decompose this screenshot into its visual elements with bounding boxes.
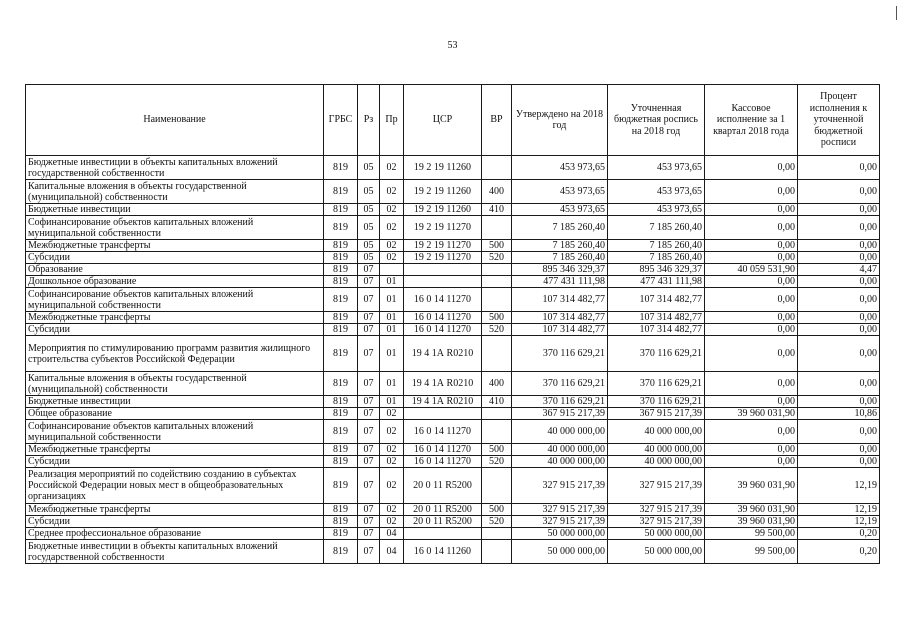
cell-refined: 7 185 260,40: [608, 216, 705, 240]
cell-vr: [482, 408, 512, 420]
table-row: [26, 276, 880, 288]
header-name: Наименование: [26, 85, 324, 156]
cell-rz: 07: [358, 324, 380, 336]
cell-cash: 40 059 531,90: [705, 264, 798, 276]
table-row: [26, 528, 880, 540]
cell-percent: 0,00: [798, 276, 880, 288]
cell-pr: 02: [380, 468, 404, 504]
cell-cash: 0,00: [705, 204, 798, 216]
cell-approved: 40 000 000,00: [512, 420, 608, 444]
cell-approved: 50 000 000,00: [512, 540, 608, 564]
cell-approved: 367 915 217,39: [512, 408, 608, 420]
table-header-row: [26, 85, 880, 156]
cell-pr: 02: [380, 444, 404, 456]
header-pr: Пр: [380, 85, 404, 156]
table-row: [26, 516, 880, 528]
cell-rz: 05: [358, 216, 380, 240]
cell-grbs: 819: [324, 396, 358, 408]
cell-rz: 05: [358, 204, 380, 216]
cell-pr: 04: [380, 528, 404, 540]
cell-refined: 50 000 000,00: [608, 540, 705, 564]
cell-percent: 12,19: [798, 468, 880, 504]
table-row: [26, 504, 880, 516]
cell-grbs: 819: [324, 288, 358, 312]
cell-pr: 02: [380, 180, 404, 204]
cell-grbs: 819: [324, 276, 358, 288]
table-row: [26, 156, 880, 180]
table-row: [26, 288, 880, 312]
cell-rz: 05: [358, 252, 380, 264]
cell-name: Субсидии: [26, 324, 324, 336]
cell-grbs: 819: [324, 456, 358, 468]
cell-rz: 07: [358, 336, 380, 372]
cell-pr: 04: [380, 540, 404, 564]
table-row: [26, 204, 880, 216]
cell-rz: 07: [358, 396, 380, 408]
cell-vr: 520: [482, 252, 512, 264]
cell-grbs: 819: [324, 240, 358, 252]
table-row: [26, 240, 880, 252]
cell-name: Бюджетные инвестиции в объекты капитальных вложений государственной собственности: [26, 156, 324, 180]
cell-refined: 453 973,65: [608, 204, 705, 216]
cell-name: Софинансирование объектов капитальных вложений муниципальной собственности: [26, 420, 324, 444]
table-row: [26, 408, 880, 420]
cell-approved: 40 000 000,00: [512, 456, 608, 468]
cell-pr: 01: [380, 324, 404, 336]
header-csr: ЦСР: [404, 85, 482, 156]
cell-refined: 107 314 482,77: [608, 324, 705, 336]
cell-csr: 19 2 19 11260: [404, 180, 482, 204]
cell-csr: 16 0 14 11270: [404, 456, 482, 468]
cell-percent: 0,00: [798, 180, 880, 204]
cell-pr: 02: [380, 240, 404, 252]
cell-grbs: 819: [324, 180, 358, 204]
cell-vr: [482, 156, 512, 180]
header-approved: Утверждено на 2018 год: [512, 85, 608, 156]
cell-name: Мероприятия по стимулированию программ развития жилищного строительства субъектов Российской Федерации: [26, 336, 324, 372]
cell-pr: 02: [380, 216, 404, 240]
cell-name: Межбюджетные трансферты: [26, 444, 324, 456]
cell-pr: 01: [380, 276, 404, 288]
cell-percent: 0,00: [798, 288, 880, 312]
cell-vr: 520: [482, 324, 512, 336]
table-row: [26, 468, 880, 504]
cell-approved: 453 973,65: [512, 156, 608, 180]
cell-approved: 895 346 329,37: [512, 264, 608, 276]
cell-vr: 500: [482, 312, 512, 324]
cell-cash: 99 500,00: [705, 528, 798, 540]
cell-rz: 07: [358, 444, 380, 456]
cell-refined: 453 973,65: [608, 156, 705, 180]
cell-cash: 0,00: [705, 156, 798, 180]
cell-percent: 0,00: [798, 396, 880, 408]
page-number: 53: [447, 40, 458, 51]
table-row: [26, 540, 880, 564]
table-row: [26, 444, 880, 456]
cell-refined: 370 116 629,21: [608, 336, 705, 372]
cell-percent: 0,00: [798, 156, 880, 180]
cell-grbs: 819: [324, 252, 358, 264]
table-row: [26, 180, 880, 204]
cell-grbs: 819: [324, 204, 358, 216]
cell-name: Реализация мероприятий по содействию созданию в субъектах Российской Федерации новых мест в общеобразовательных организациях: [26, 468, 324, 504]
cell-grbs: 819: [324, 516, 358, 528]
cell-percent: 0,00: [798, 312, 880, 324]
cell-name: Образование: [26, 264, 324, 276]
cell-cash: 0,00: [705, 336, 798, 372]
cell-rz: 07: [358, 276, 380, 288]
cell-name: Капитальные вложения в объекты государственной (муниципальной) собственности: [26, 372, 324, 396]
cell-approved: 327 915 217,39: [512, 516, 608, 528]
cell-cash: 0,00: [705, 420, 798, 444]
cell-csr: 19 4 1А R0210: [404, 372, 482, 396]
cell-grbs: 819: [324, 156, 358, 180]
cell-approved: 7 185 260,40: [512, 252, 608, 264]
cell-pr: 01: [380, 288, 404, 312]
cell-cash: 0,00: [705, 456, 798, 468]
cell-approved: 453 973,65: [512, 204, 608, 216]
table-row: [26, 336, 880, 372]
cell-approved: 327 915 217,39: [512, 504, 608, 516]
cell-rz: 07: [358, 528, 380, 540]
cell-grbs: 819: [324, 504, 358, 516]
cell-rz: 05: [358, 240, 380, 252]
cell-refined: 327 915 217,39: [608, 516, 705, 528]
cell-csr: 16 0 14 11270: [404, 312, 482, 324]
cell-cash: 0,00: [705, 252, 798, 264]
cell-rz: 07: [358, 312, 380, 324]
cell-percent: 0,00: [798, 444, 880, 456]
cell-name: Межбюджетные трансферты: [26, 312, 324, 324]
cell-pr: 02: [380, 408, 404, 420]
header-vr: ВР: [482, 85, 512, 156]
cell-percent: 0,20: [798, 540, 880, 564]
cell-pr: [380, 264, 404, 276]
cell-rz: 07: [358, 264, 380, 276]
cell-cash: 0,00: [705, 216, 798, 240]
cell-pr: 02: [380, 156, 404, 180]
cell-name: Софинансирование объектов капитальных вложений муниципальной собственности: [26, 216, 324, 240]
table-row: [26, 396, 880, 408]
cell-pr: 01: [380, 336, 404, 372]
cell-rz: 05: [358, 156, 380, 180]
cell-percent: 0,00: [798, 456, 880, 468]
cell-csr: 19 2 19 11270: [404, 216, 482, 240]
cell-refined: 107 314 482,77: [608, 288, 705, 312]
cell-pr: 02: [380, 516, 404, 528]
cell-vr: [482, 336, 512, 372]
table-row: [26, 456, 880, 468]
cell-pr: 02: [380, 420, 404, 444]
cell-grbs: 819: [324, 336, 358, 372]
cell-pr: 01: [380, 312, 404, 324]
cell-approved: 370 116 629,21: [512, 396, 608, 408]
cell-vr: 500: [482, 504, 512, 516]
cell-refined: 327 915 217,39: [608, 504, 705, 516]
cell-cash: 0,00: [705, 396, 798, 408]
cell-rz: 07: [358, 372, 380, 396]
cell-csr: [404, 528, 482, 540]
cell-grbs: 819: [324, 216, 358, 240]
cell-rz: 07: [358, 516, 380, 528]
cell-grbs: 819: [324, 528, 358, 540]
cell-refined: 367 915 217,39: [608, 408, 705, 420]
cell-percent: 0,20: [798, 528, 880, 540]
cell-csr: 16 0 14 11260: [404, 540, 482, 564]
cell-name: Капитальные вложения в объекты государственной (муниципальной) собственности: [26, 180, 324, 204]
cell-percent: 0,00: [798, 252, 880, 264]
cell-grbs: 819: [324, 444, 358, 456]
cell-name: Бюджетные инвестиции: [26, 204, 324, 216]
cell-percent: 12,19: [798, 516, 880, 528]
cell-csr: 20 0 11 R5200: [404, 504, 482, 516]
cell-cash: 39 960 031,90: [705, 408, 798, 420]
cell-csr: 16 0 14 11270: [404, 420, 482, 444]
cell-grbs: 819: [324, 264, 358, 276]
cell-name: Субсидии: [26, 456, 324, 468]
cell-percent: 0,00: [798, 336, 880, 372]
cell-rz: 07: [358, 504, 380, 516]
cell-cash: 39 960 031,90: [705, 468, 798, 504]
cell-refined: 453 973,65: [608, 180, 705, 204]
cell-rz: 07: [358, 456, 380, 468]
cell-refined: 107 314 482,77: [608, 312, 705, 324]
cell-rz: 07: [358, 408, 380, 420]
header-refined: Уточненная бюджетная роспись на 2018 год: [608, 85, 705, 156]
cell-pr: 02: [380, 456, 404, 468]
cell-cash: 0,00: [705, 180, 798, 204]
cell-refined: 7 185 260,40: [608, 252, 705, 264]
cell-vr: 500: [482, 240, 512, 252]
cell-csr: [404, 264, 482, 276]
cell-vr: [482, 420, 512, 444]
cell-percent: 0,00: [798, 372, 880, 396]
cell-refined: 40 000 000,00: [608, 444, 705, 456]
cell-name: Общее образование: [26, 408, 324, 420]
cell-csr: 19 2 19 11270: [404, 252, 482, 264]
cell-refined: 895 346 329,37: [608, 264, 705, 276]
cell-csr: 19 4 1А R0210: [404, 336, 482, 372]
cell-csr: 20 0 11 R5200: [404, 468, 482, 504]
cell-approved: 50 000 000,00: [512, 528, 608, 540]
cell-name: Межбюджетные трансферты: [26, 240, 324, 252]
cell-approved: 370 116 629,21: [512, 336, 608, 372]
cell-approved: 327 915 217,39: [512, 468, 608, 504]
table-row: [26, 216, 880, 240]
cell-csr: 16 0 14 11270: [404, 288, 482, 312]
cell-vr: [482, 468, 512, 504]
cell-cash: 0,00: [705, 240, 798, 252]
table-row: [26, 264, 880, 276]
cell-cash: 0,00: [705, 312, 798, 324]
cell-vr: 520: [482, 516, 512, 528]
header-rz: Рз: [358, 85, 380, 156]
cell-refined: 370 116 629,21: [608, 396, 705, 408]
table-row: [26, 312, 880, 324]
cell-grbs: 819: [324, 324, 358, 336]
cell-name: Дошкольное образование: [26, 276, 324, 288]
cell-cash: 39 960 031,90: [705, 504, 798, 516]
cell-csr: 19 4 1А R0210: [404, 396, 482, 408]
cell-cash: 0,00: [705, 324, 798, 336]
cell-rz: 07: [358, 540, 380, 564]
cell-approved: 107 314 482,77: [512, 288, 608, 312]
cell-pr: 01: [380, 396, 404, 408]
cell-vr: [482, 276, 512, 288]
cell-rz: 07: [358, 288, 380, 312]
cell-refined: 7 185 260,40: [608, 240, 705, 252]
cell-vr: 410: [482, 396, 512, 408]
cell-csr: 19 2 19 11260: [404, 156, 482, 180]
cell-csr: 19 2 19 11260: [404, 204, 482, 216]
scan-edge-mark: [896, 6, 897, 20]
cell-refined: 370 116 629,21: [608, 372, 705, 396]
cell-vr: 500: [482, 444, 512, 456]
cell-name: Софинансирование объектов капитальных вложений муниципальной собственности: [26, 288, 324, 312]
cell-approved: 40 000 000,00: [512, 444, 608, 456]
cell-csr: 16 0 14 11270: [404, 324, 482, 336]
cell-name: Субсидии: [26, 252, 324, 264]
cell-vr: [482, 216, 512, 240]
cell-approved: 477 431 111,98: [512, 276, 608, 288]
cell-name: Межбюджетные трансферты: [26, 504, 324, 516]
cell-grbs: 819: [324, 468, 358, 504]
cell-vr: 410: [482, 204, 512, 216]
cell-cash: 0,00: [705, 276, 798, 288]
cell-percent: 0,00: [798, 324, 880, 336]
cell-csr: [404, 276, 482, 288]
header-percent: Процент исполнения к уточненной бюджетной росписи: [798, 85, 880, 156]
cell-name: Бюджетные инвестиции в объекты капитальных вложений государственной собственности: [26, 540, 324, 564]
cell-cash: 39 960 031,90: [705, 516, 798, 528]
cell-percent: 12,19: [798, 504, 880, 516]
cell-vr: 400: [482, 372, 512, 396]
cell-vr: [482, 264, 512, 276]
cell-refined: 40 000 000,00: [608, 456, 705, 468]
cell-approved: 107 314 482,77: [512, 312, 608, 324]
cell-name: Среднее профессиональное образование: [26, 528, 324, 540]
cell-pr: 02: [380, 204, 404, 216]
cell-vr: 520: [482, 456, 512, 468]
cell-rz: 07: [358, 420, 380, 444]
cell-refined: 327 915 217,39: [608, 468, 705, 504]
cell-percent: 4,47: [798, 264, 880, 276]
cell-grbs: 819: [324, 408, 358, 420]
cell-grbs: 819: [324, 420, 358, 444]
cell-percent: 10,86: [798, 408, 880, 420]
cell-vr: 400: [482, 180, 512, 204]
cell-percent: 0,00: [798, 204, 880, 216]
cell-grbs: 819: [324, 312, 358, 324]
cell-csr: 20 0 11 R5200: [404, 516, 482, 528]
cell-vr: [482, 528, 512, 540]
cell-vr: [482, 288, 512, 312]
cell-cash: 0,00: [705, 444, 798, 456]
cell-cash: 0,00: [705, 372, 798, 396]
cell-grbs: 819: [324, 540, 358, 564]
cell-csr: [404, 408, 482, 420]
cell-percent: 0,00: [798, 240, 880, 252]
table-row: [26, 420, 880, 444]
cell-rz: 05: [358, 180, 380, 204]
cell-name: Бюджетные инвестиции: [26, 396, 324, 408]
cell-csr: 19 2 19 11270: [404, 240, 482, 252]
header-grbs: ГРБС: [324, 85, 358, 156]
header-cash: Кассовое исполнение за 1 квартал 2018 года: [705, 85, 798, 156]
cell-approved: 370 116 629,21: [512, 372, 608, 396]
cell-csr: 16 0 14 11270: [404, 444, 482, 456]
table-row: [26, 372, 880, 396]
cell-grbs: 819: [324, 372, 358, 396]
cell-percent: 0,00: [798, 420, 880, 444]
table-row: [26, 324, 880, 336]
cell-pr: 02: [380, 252, 404, 264]
cell-vr: [482, 540, 512, 564]
cell-approved: 107 314 482,77: [512, 324, 608, 336]
cell-refined: 477 431 111,98: [608, 276, 705, 288]
cell-name: Субсидии: [26, 516, 324, 528]
cell-pr: 01: [380, 372, 404, 396]
cell-cash: 99 500,00: [705, 540, 798, 564]
cell-approved: 453 973,65: [512, 180, 608, 204]
budget-execution-table: [25, 84, 880, 564]
cell-rz: 07: [358, 468, 380, 504]
cell-refined: 50 000 000,00: [608, 528, 705, 540]
cell-cash: 0,00: [705, 288, 798, 312]
cell-approved: 7 185 260,40: [512, 240, 608, 252]
cell-approved: 7 185 260,40: [512, 216, 608, 240]
cell-percent: 0,00: [798, 216, 880, 240]
cell-pr: 02: [380, 504, 404, 516]
table-row: [26, 252, 880, 264]
cell-refined: 40 000 000,00: [608, 420, 705, 444]
